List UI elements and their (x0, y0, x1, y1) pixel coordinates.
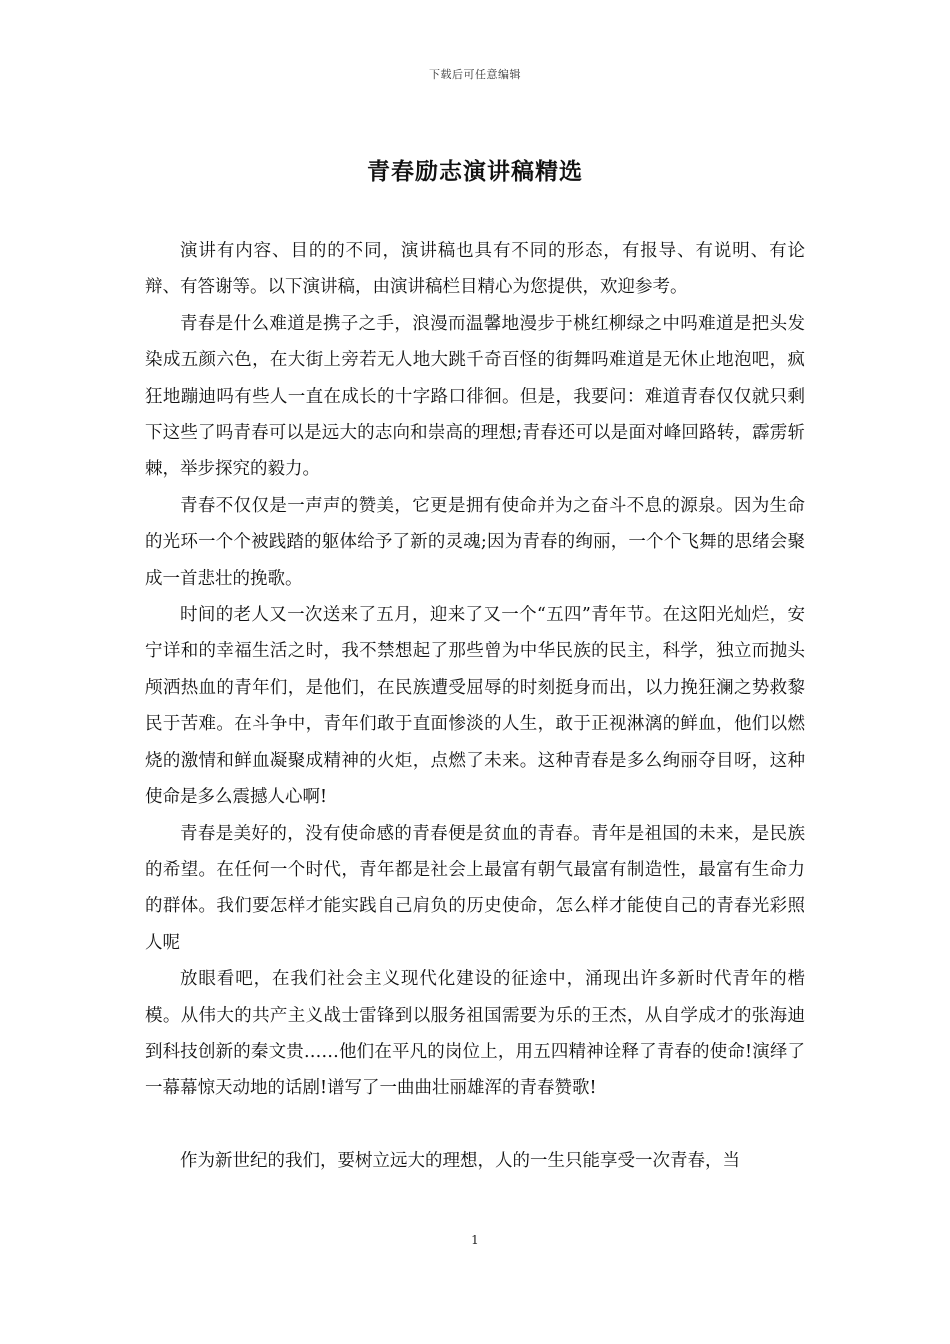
header-note: 下载后可任意编辑 (429, 68, 521, 81)
paragraph-7: 作为新世纪的我们，要树立远大的理想，人的一生只能享受一次青春，当 (180, 1150, 740, 1171)
page-number: 1 (471, 1233, 479, 1247)
paragraph-1: 演讲有内容、目的的不同，演讲稿也具有不同的形态，有报导、有说明、有论辩、有答谢等。以下演讲稿，由演讲稿栏目精心为您提供，欢迎参考。 (145, 241, 805, 298)
paragraph-4: 时间的老人又一次送来了五月，迎来了又一个“五四”青年节。在这阳光灿烂，安宁详和的幸福生活之时，我不禁想起了那些曾为中华民族的民主，科学，独立而抛头颅洒热血的青年们，是他们，在民族遭受屈辱的时刻挺身而出，以力挽狂澜之势救黎民于苦难。在斗争中，青年们敢于直面惨淡的人生，敢于正视淋漓的鲜血，他们以燃烧的激情和鲜血凝聚成精神的火炬，点燃了未来。这种青春是多么绚丽夺目呀，这种使命是多么震撼人心啊! (145, 605, 805, 808)
document-body (145, 233, 805, 1179)
paragraph-3: 青春不仅仅是一声声的赞美，它更是拥有使命并为之奋斗不息的源泉。因为生命的光环一个个被践踏的躯体给予了新的灵魂;因为青春的绚丽，一个个飞舞的思绪会聚成一首悲壮的挽歌。 (145, 495, 805, 589)
paragraph-6: 放眼看吧，在我们社会主义现代化建设的征途中，涌现出许多新时代青年的楷模。从伟大的共产主义战士雷锋到以服务祖国需要为乐的王杰，从自学成才的张海迪到科技创新的秦文贵……他们在平凡的岗位上，用五四精神诠释了青春的使命!演绎了一幕幕惊天动地的话剧!谱写了一曲曲壮丽雄浑的青春赞歌! (145, 969, 805, 1099)
document-title: 青春励志演讲稿精选 (367, 158, 583, 185)
paragraph-2: 青春是什么难道是携子之手，浪漫而温馨地漫步于桃红柳绿之中吗难道是把头发染成五颜六色，在大街上旁若无人地大跳千奇百怪的街舞吗难道是无休止地泡吧，疯狂地蹦迪吗有些人一直在成长的十字路口徘徊。但是，我要问：难道青春仅仅就只剩下这些了吗青春可以是远大的志向和崇高的理想;青春还可以是面对峰回路转，霹雳斩棘，举步探究的毅力。 (145, 313, 805, 480)
paragraph-5: 青春是美好的，没有使命感的青春便是贫血的青春。青年是祖国的未来，是民族的希望。在任何一个时代，青年都是社会上最富有朝气最富有制造性，最富有生命力的群体。我们要怎样才能实践自己肩负的历史使命，怎么样才能使自己的青春光彩照人呢 (145, 823, 805, 953)
